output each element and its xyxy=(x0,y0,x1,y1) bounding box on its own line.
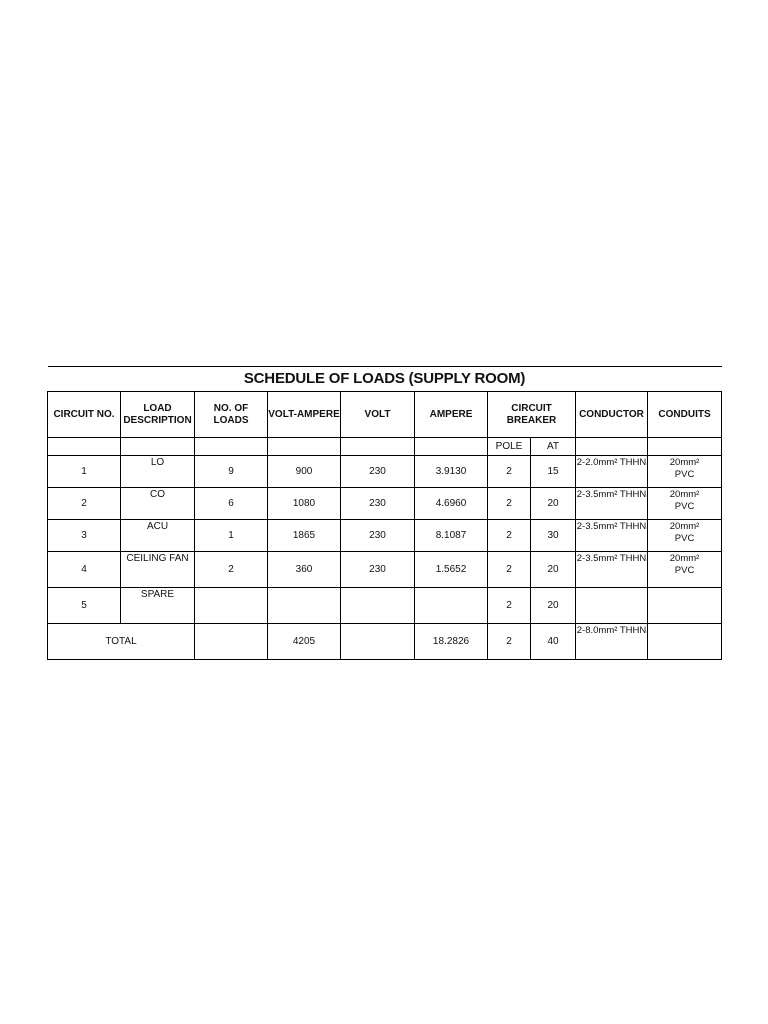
cell-conduit xyxy=(648,520,722,552)
cell-pole: 2 xyxy=(488,488,531,520)
cell-volt-ampere: 360 xyxy=(268,552,341,588)
schedule-of-loads-table xyxy=(47,366,722,660)
conduit-size: 20mm² xyxy=(669,489,700,500)
table-row xyxy=(48,456,722,488)
cell-no-of-loads: 6 xyxy=(195,488,268,520)
header-circuit-no: CIRCUIT NO. xyxy=(48,392,121,438)
header-conductor: CONDUCTOR xyxy=(576,392,648,438)
conduit-type: PVC xyxy=(674,501,695,512)
cell-conductor: 2-3.5mm² THHN xyxy=(576,520,648,552)
cell-description: SPARE xyxy=(121,588,195,624)
cell-conductor: 2-2.0mm² THHN xyxy=(576,456,648,488)
header-conduits: CONDUITS xyxy=(648,392,722,438)
subheader-at: AT xyxy=(531,438,576,456)
table-row xyxy=(48,552,722,588)
header-volt-ampere: VOLT-AMPERE xyxy=(268,392,341,438)
total-label: TOTAL xyxy=(48,624,195,660)
cell-volt-ampere: 900 xyxy=(268,456,341,488)
cell-circuit: 5 xyxy=(48,588,121,624)
cell-at: 20 xyxy=(531,588,576,624)
cell-no-of-loads: 1 xyxy=(195,520,268,552)
conduit-size: 20mm² xyxy=(669,553,700,564)
cell-volt: 230 xyxy=(341,520,415,552)
total-pole: 2 xyxy=(488,624,531,660)
cell-conductor: 2-3.5mm² THHN xyxy=(576,552,648,588)
total-at: 40 xyxy=(531,624,576,660)
cell-description: ACU xyxy=(121,520,195,552)
cell-description: LO xyxy=(121,456,195,488)
subheader-blank xyxy=(48,438,121,456)
cell-conduit xyxy=(648,552,722,588)
header-circuit-breaker: CIRCUIT BREAKER xyxy=(488,392,576,438)
cell-at: 20 xyxy=(531,488,576,520)
cell-circuit: 2 xyxy=(48,488,121,520)
cell-circuit: 4 xyxy=(48,552,121,588)
cell-conduit xyxy=(648,456,722,488)
cell-pole: 2 xyxy=(488,520,531,552)
cell-conduit xyxy=(648,488,722,520)
conduit-type: PVC xyxy=(674,565,695,576)
cell-no-of-loads: 2 xyxy=(195,552,268,588)
header-ampere: AMPERE xyxy=(415,392,488,438)
cell-pole: 2 xyxy=(488,552,531,588)
subheader-blank xyxy=(121,438,195,456)
table-row xyxy=(48,488,722,520)
total-no-of-loads xyxy=(195,624,268,660)
subheader-blank xyxy=(415,438,488,456)
conduit-size: 20mm² xyxy=(669,457,700,468)
total-row xyxy=(48,624,722,660)
cell-volt-ampere: 1080 xyxy=(268,488,341,520)
cell-volt xyxy=(341,588,415,624)
total-volt xyxy=(341,624,415,660)
total-conductor: 2-8.0mm² THHN xyxy=(576,624,648,660)
subheader-blank xyxy=(576,438,648,456)
header-load-description: LOAD DESCRIPTION xyxy=(121,392,195,438)
cell-ampere xyxy=(415,588,488,624)
subheader-blank xyxy=(268,438,341,456)
cell-ampere: 8.1087 xyxy=(415,520,488,552)
subheader-blank xyxy=(341,438,415,456)
cell-volt: 230 xyxy=(341,488,415,520)
cell-pole: 2 xyxy=(488,588,531,624)
conduit-type: PVC xyxy=(674,469,695,480)
cell-at: 30 xyxy=(531,520,576,552)
cell-conductor: 2-3.5mm² THHN xyxy=(576,488,648,520)
table-title: SCHEDULE OF LOADS (SUPPLY ROOM) xyxy=(48,367,722,392)
schedule-of-loads-sheet xyxy=(47,366,721,660)
table-row xyxy=(48,520,722,552)
cell-description: CO xyxy=(121,488,195,520)
total-conduit xyxy=(648,624,722,660)
cell-volt-ampere xyxy=(268,588,341,624)
total-volt-ampere: 4205 xyxy=(268,624,341,660)
cell-conduit xyxy=(648,588,722,624)
subheader-blank xyxy=(648,438,722,456)
cell-description: CEILING FAN xyxy=(121,552,195,588)
conduit-size: 20mm² xyxy=(669,521,700,532)
cell-volt-ampere: 1865 xyxy=(268,520,341,552)
cell-no-of-loads: 9 xyxy=(195,456,268,488)
cell-volt: 230 xyxy=(341,552,415,588)
total-ampere: 18.2826 xyxy=(415,624,488,660)
subheader-blank xyxy=(195,438,268,456)
cell-volt: 230 xyxy=(341,456,415,488)
table-row xyxy=(48,588,722,624)
cell-pole: 2 xyxy=(488,456,531,488)
cell-at: 15 xyxy=(531,456,576,488)
cell-ampere: 4.6960 xyxy=(415,488,488,520)
cell-no-of-loads xyxy=(195,588,268,624)
header-no-of-loads: NO. OF LOADS xyxy=(195,392,268,438)
conduit-type: PVC xyxy=(674,533,695,544)
header-volt: VOLT xyxy=(341,392,415,438)
cell-circuit: 1 xyxy=(48,456,121,488)
cell-conductor xyxy=(576,588,648,624)
subheader-pole: POLE xyxy=(488,438,531,456)
cell-circuit: 3 xyxy=(48,520,121,552)
cell-at: 20 xyxy=(531,552,576,588)
cell-ampere: 1.5652 xyxy=(415,552,488,588)
cell-ampere: 3.9130 xyxy=(415,456,488,488)
